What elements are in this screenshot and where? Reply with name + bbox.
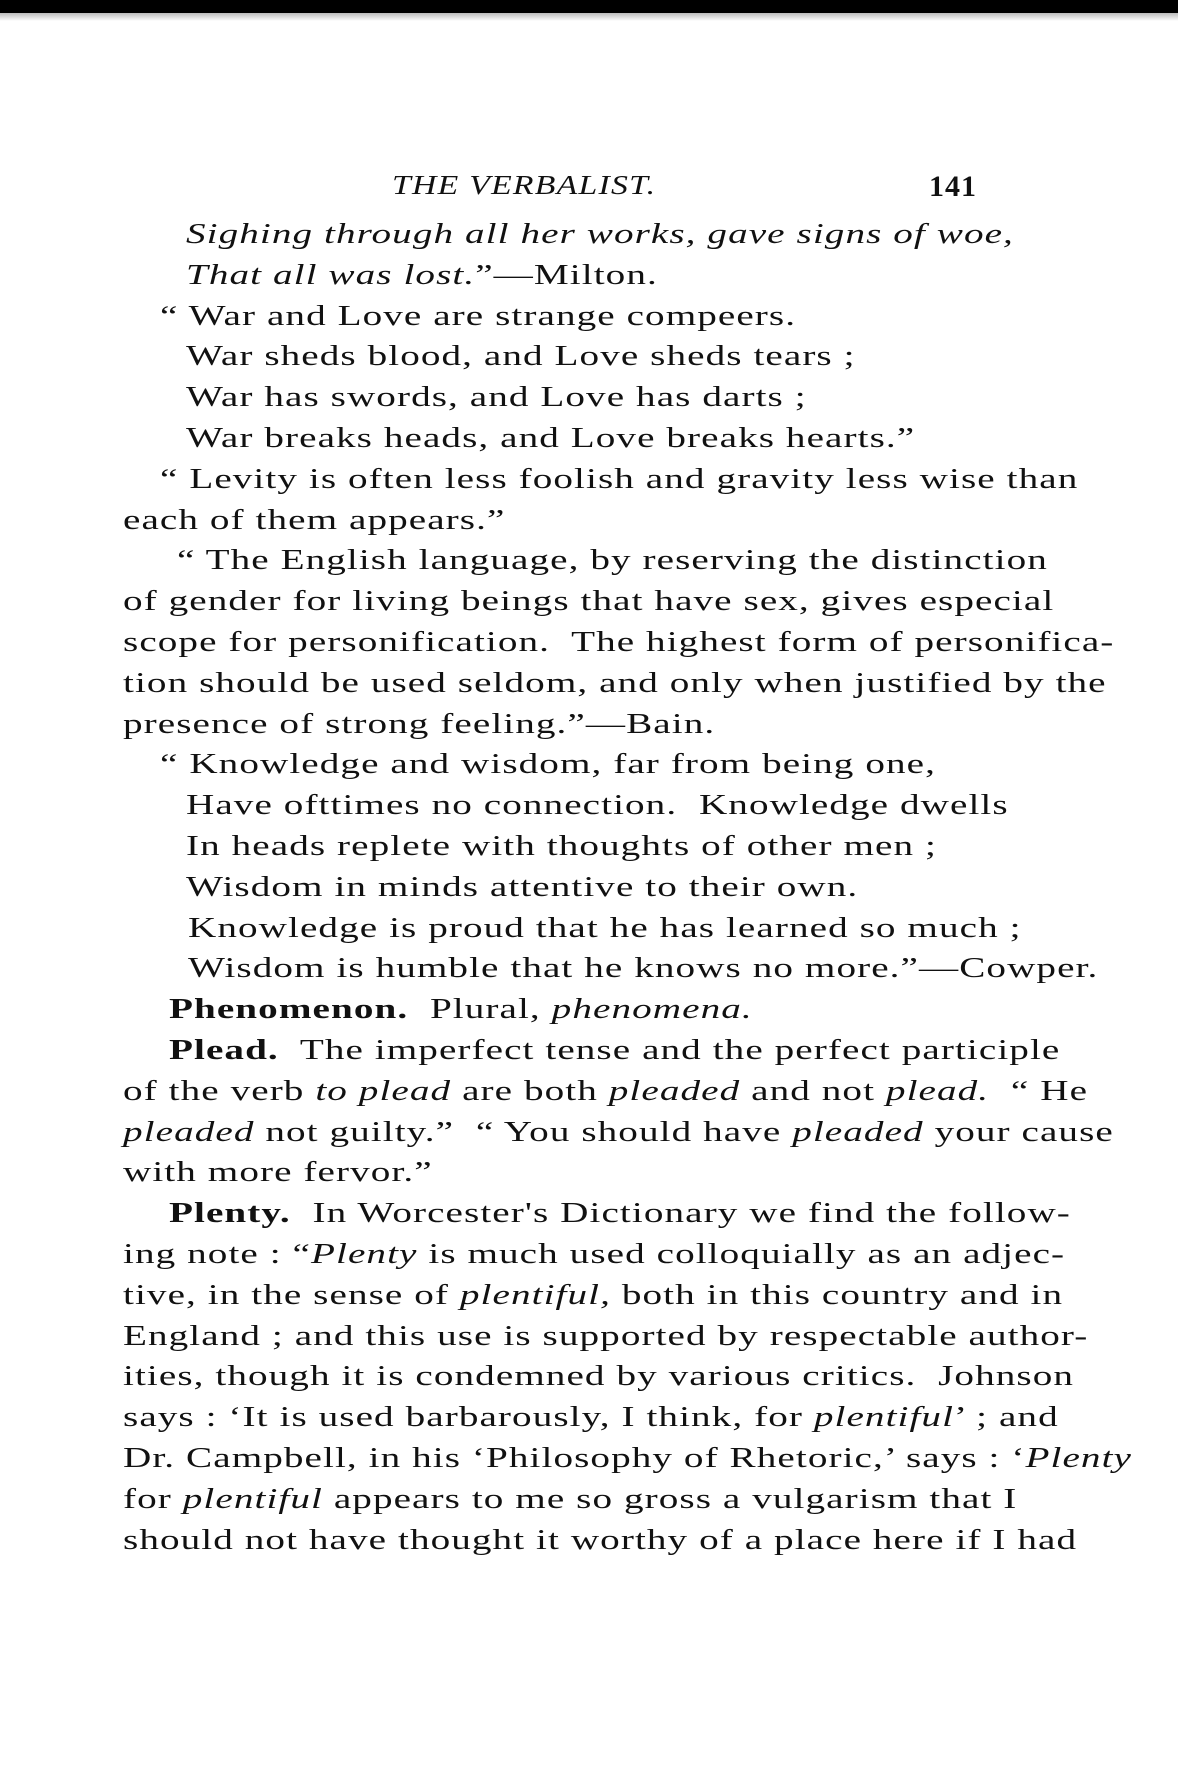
text-segment: appears to me so gross a vulgarism that I <box>322 1482 1018 1515</box>
text-segment: of gender for living beings that have sex, gives especial <box>123 585 1055 618</box>
text-segment: of the verb <box>123 1074 316 1107</box>
text-segment: presence of strong feeling.”—Bain. <box>123 707 716 740</box>
entry-headword: Plead. <box>169 1034 279 1066</box>
scan-edge-shadow <box>0 0 1178 13</box>
text-line <box>123 1152 433 1192</box>
italic-text: Sighing through all her works, gave signs of woe, <box>186 218 1014 250</box>
text-line <box>123 1112 1114 1152</box>
entry-headword: Phenomenon. <box>169 993 409 1026</box>
italic-text: Plenty <box>1025 1442 1132 1474</box>
text-line <box>160 459 1079 499</box>
italic-text: to plead <box>315 1074 452 1107</box>
italic-text: That all was lost. <box>186 258 476 291</box>
text-line <box>186 785 1009 825</box>
text-line <box>123 1275 1064 1315</box>
text-segment: England ; and this use is supported by respectable author- <box>123 1319 1089 1352</box>
text-segment: “ War and Love are strange compeers. <box>160 299 797 332</box>
text-segment: Plural, <box>408 993 552 1026</box>
text-segment: In heads replete with thoughts of other men ; <box>186 830 937 862</box>
text-segment: each of them appears.” <box>123 503 506 536</box>
text-line <box>123 1479 1018 1519</box>
text-line <box>123 1234 1066 1274</box>
text-segment: “ He <box>989 1074 1089 1107</box>
text-segment: says : ‘It is used barbarously, I think, for <box>123 1401 814 1434</box>
text-line <box>123 1397 1059 1437</box>
text-segment: ’ ; and <box>954 1401 1059 1434</box>
text-line <box>188 948 1098 988</box>
text-segment: ”—Milton. <box>475 258 658 291</box>
italic-text: pleaded <box>608 1074 741 1107</box>
text-segment: Dr. Campbell, in his ‘Philosophy of Rhetoric,’ says : ‘ <box>123 1442 1026 1474</box>
text-line <box>186 255 658 295</box>
text-segment: your cause <box>923 1115 1114 1148</box>
text-line <box>123 663 1107 703</box>
text-line <box>123 1356 1075 1396</box>
text-segment: “ The English language, by reserving the distinction <box>177 544 1048 577</box>
text-segment: Wisdom in minds attentive to their own. <box>186 870 859 903</box>
text-line <box>160 744 936 784</box>
italic-text: Plenty <box>311 1238 418 1270</box>
text-line <box>169 989 753 1029</box>
text-line <box>123 704 715 744</box>
text-segment: not guilty.” “ You should have <box>254 1115 793 1148</box>
text-line <box>160 296 796 336</box>
text-line <box>123 622 1115 662</box>
text-segment: The imperfect tense and the perfect participle <box>278 1034 1061 1066</box>
text-segment: War sheds blood, and Love sheds tears ; <box>186 340 856 373</box>
text-segment: for <box>123 1482 183 1515</box>
scan-edge-fade <box>0 13 1178 21</box>
text-segment: “ Knowledge and wisdom, far from being one, <box>160 748 936 781</box>
text-line <box>123 1316 1089 1356</box>
italic-text: plentiful, <box>459 1278 611 1311</box>
italic-text: plentiful <box>813 1401 955 1434</box>
text-line <box>186 867 858 907</box>
running-head-title: THE VERBALIST. <box>392 170 657 200</box>
text-segment: ities, though it is condemned by various critics. Johnson <box>123 1360 1075 1393</box>
text-segment: scope for personification. The highest form of personifica- <box>123 626 1115 658</box>
italic-text: plead. <box>885 1074 990 1107</box>
text-segment: Knowledge is proud that he has learned so much ; <box>188 911 1022 944</box>
text-segment: Have ofttimes no connection. Knowledge dwells <box>186 789 1009 822</box>
text-segment: “ Levity is often less foolish and gravity less wise than <box>160 462 1079 495</box>
text-line <box>123 1438 1132 1478</box>
text-line <box>123 581 1055 621</box>
text-line <box>186 214 1014 254</box>
italic-text: phenomena. <box>551 993 753 1026</box>
text-line <box>186 418 915 458</box>
page-number: 141 <box>929 170 977 203</box>
text-line <box>169 1030 1061 1070</box>
italic-text: plentiful <box>182 1482 323 1515</box>
text-line <box>186 377 807 417</box>
text-segment: Wisdom is humble that he knows no more.”—Cowper. <box>188 952 1099 985</box>
text-segment: should not have thought it worthy of a place here if I had <box>123 1523 1078 1556</box>
text-line <box>186 826 937 866</box>
text-line <box>177 540 1048 580</box>
text-segment: War breaks heads, and Love breaks hearts.” <box>186 422 916 454</box>
text-line <box>188 908 1022 948</box>
text-segment: are both <box>451 1074 609 1107</box>
italic-text: pleaded <box>792 1115 924 1148</box>
text-line <box>186 336 856 376</box>
text-line <box>123 1071 1089 1111</box>
text-segment: both in this country and in <box>610 1278 1064 1311</box>
text-segment: tive, in the sense of <box>123 1278 460 1311</box>
text-segment: ing note : “ <box>123 1238 312 1270</box>
text-line <box>123 500 505 540</box>
text-segment: is much used colloquially as an adjec- <box>417 1238 1066 1270</box>
text-segment: with more fervor.” <box>123 1156 433 1189</box>
text-line <box>123 1520 1078 1560</box>
text-segment: tion should be used seldom, and only when justified by the <box>123 666 1107 699</box>
italic-text: pleaded <box>123 1115 255 1148</box>
entry-headword: Plenty. <box>169 1197 291 1230</box>
text-segment: and not <box>740 1074 886 1107</box>
text-segment: In Worcester's Dictionary we find the follow- <box>290 1197 1071 1230</box>
text-segment: War has swords, and Love has darts ; <box>186 381 807 414</box>
text-line <box>169 1193 1071 1233</box>
